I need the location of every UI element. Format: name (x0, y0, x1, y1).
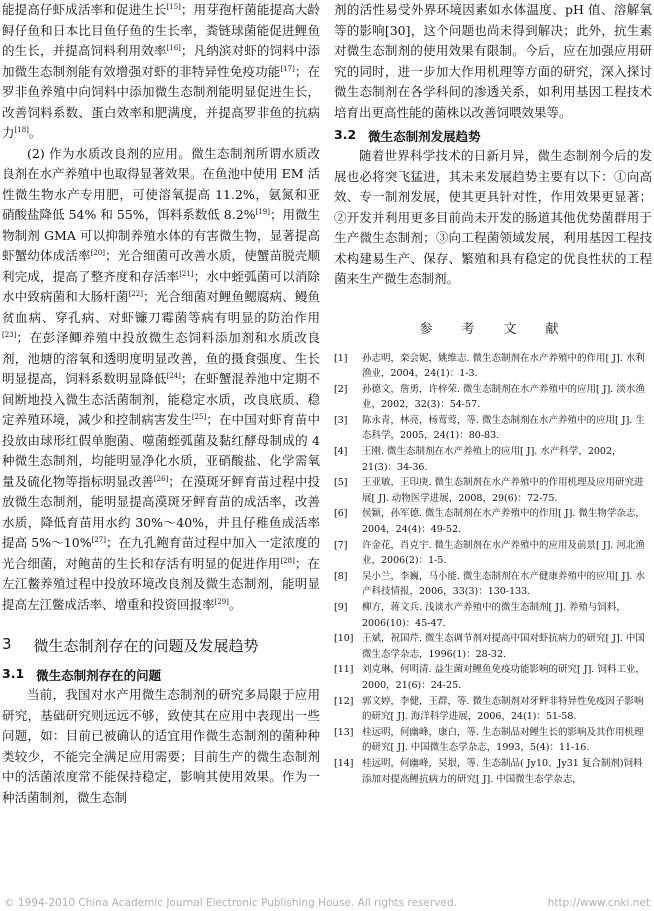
citation-marker: [18] (14, 125, 29, 134)
text-run: 。 (228, 596, 242, 612)
left-column (2, 0, 320, 808)
reference-number: [9] (334, 602, 348, 613)
text-run: 能提高仔虾成活率和促进生长 (2, 2, 167, 17)
body-paragraph (2, 144, 320, 616)
citation-marker: [16] (166, 43, 181, 52)
reference-number: [6] (334, 508, 348, 520)
reference-text: 刘克琳，何明清. 益生菌对鲤鱼免疫功能影响的研究[ J]. 饲料工业，2000，21(6)：24-25. (362, 664, 645, 691)
reference-text: 郭文婷，李健，王群，等. 微生态制剂对牙鲆非特异性免疫因子影响的研究[ J]. 海洋科学进展，2006，24(1)：51-58. (362, 695, 644, 723)
reference-item (334, 475, 652, 506)
citation-marker: [23] (2, 330, 17, 339)
reference-number: [14] (334, 757, 354, 769)
citation-marker: [22] (128, 289, 143, 298)
section-3-heading (2, 635, 320, 656)
citation-marker: [28] (280, 556, 295, 565)
text-run: ；在中国对虾育苗中投放由球形红假单胞菌、噬菌蛭弧菌及黏红酵母制成的 4 种微生态制剂，均能明显净化水质，亚硝酸盐、化学需氧量及硫化物等指标明显改善 (2, 412, 320, 489)
citation-marker: [20] (90, 248, 105, 257)
citation-marker: [24] (166, 371, 181, 380)
cnki-url: http://www.cnki.net (547, 897, 650, 909)
reference-text: 许金花，肖克宇. 微生态制剂在水产养殖中的应用及前景[ J]. 河北渔业，2006(2)：1-5. (362, 539, 645, 567)
reference-number: [4] (334, 446, 348, 458)
citation-marker: [27] (91, 535, 106, 544)
reference-number: [12] (334, 695, 354, 707)
section-3-1-number: 3.1 (2, 666, 25, 681)
citation-marker: [25] (191, 412, 207, 421)
section-3-1-paragraph: 当前，我国对水产用微生态制剂的研究多局限于应用研究，基础研究则远远不够，致使其在应用中表现出一些问题，如：目前已被确认的适宜用作微生态制剂的菌种种类较少，不能完全满足应用需要；目前生产的微生态制剂中的活菌浓度常不能保持稳定，影响其使用效果。作为一种活菌制剂，微生态制 (2, 687, 320, 805)
section-3-1-title: 微生态制剂存在的问题 (36, 668, 162, 683)
reference-number: [11] (334, 664, 354, 676)
reference-text: 陈永青，林亮，杨莺莺，等. 微生态制剂在水产养殖中的应用[ J]. 生态科学，2005，24(1)：80-83. (362, 414, 645, 442)
section-3-2-number: 3.2 (334, 127, 357, 142)
reference-item (334, 506, 652, 537)
reference-number: [10] (334, 633, 354, 645)
section-3-2-paragraph: 随着世界科学技术的日新月异，微生态制剂今后的发展也必将突飞猛进，其未来发展趋势主要有以下：①向高效、专一制剂发展，使其更具针对性，作用效果更显著；②开发并利用更多目前尚未开发的肠道其他优势菌群用于生产微生态制剂；③向工程菌领域发展，利用基因工程技术构建易生产、保存、繁殖和具有稳定的优良性状的工程菌来生产微生态制剂。 (334, 148, 652, 286)
reference-number: [8] (334, 570, 348, 582)
text-run: ；凡纳滨对虾的饲料中添加微生态制剂能有效增强对虾的非特异性免疫功能 (2, 43, 320, 79)
reference-item (334, 694, 652, 725)
text-run: ；在左江鳖养殖过程中投放环境改良剂及微生态制剂，能明显提高左江鳖成活率、增重和投资回报率 (2, 555, 320, 612)
reference-text: 孙德文，詹勇，许梓荣. 微生态制剂在水产养殖中的应用[ J]. 淡水渔业，2002，32(3)：54-57. (362, 383, 645, 411)
reference-number: [7] (334, 539, 348, 551)
section-3-title: 微生态制剂存在的问题及发展趋势 (33, 637, 259, 655)
reference-number: [5] (334, 477, 348, 489)
text-run: 。 (28, 125, 42, 140)
reference-item (334, 413, 652, 444)
text-run: ；在九孔鲍育苗过程中加入一定浓度的光合细菌，对鲍苗的生长和存活有明显的促进作用 (2, 535, 320, 571)
reference-item (334, 351, 652, 382)
reference-text: 桂远明，何幽峰，吴垠，等. 生态制品( Jy10、Jy31 复合制剂)饲料添加对提高鲤抗病力的研究[ J]. 中国微生态学杂志， (362, 757, 643, 785)
reference-text: 王亚敏，王印庚. 微生态制剂在水产养殖中的作用机理及应用研究进展[ J]. 动物医学进展，2008，29(6)：72-75. (362, 477, 644, 504)
reference-item (334, 631, 652, 662)
reference-item (334, 569, 652, 600)
section-3-number: 3 (2, 635, 12, 653)
right-column (334, 0, 652, 787)
text-run: (2) 作为水质改良剂的应用。微生态制剂所谓水质改良剂在水产养殖中也取得显著效果。在鱼池中使用 EM 活性微生物水产专用肥，可使溶氧提高 11.2%，氨氮和亚硝酸盐降低 54% 和 55%，饵料系数低 8.2% (2, 145, 320, 222)
text-run: ；在彭泽鲫养殖中投放微生态饲料添加剂和水质改良剂，池塘的溶氧和透明度明显改善，鱼的摄食强度、生长明显提高，饲料系数明显降低 (2, 330, 320, 386)
reference-text: 王刚. 微生态制剂在水产养殖上的应用[ J]. 水产科学，2002，21(3)：34-36. (362, 446, 622, 473)
reference-text: 孙志明，栾会妮，姚维志. 微生态制剂在水产养殖中的作用[ J]. 水利渔业，2004，24(1)：1-3. (362, 352, 645, 380)
reference-text: 侯颖，孙军德. 微生态制剂在水产养殖中的作用[ J]. 微生物学杂志，2004，24(4)：49-52. (362, 508, 645, 536)
reference-item (334, 662, 652, 693)
left-body (2, 0, 320, 615)
reference-item (334, 538, 652, 569)
citation-marker: [17] (280, 64, 295, 73)
reference-number: [1] (334, 352, 348, 364)
copyright-text: © 1994-2010 China Academic Journal Electronic Publishing House. All rights reserved. (4, 897, 457, 909)
reference-item (334, 382, 652, 413)
citation-marker: [21] (179, 269, 194, 278)
body-paragraph (2, 0, 320, 144)
right-intro-paragraph: 剂的活性易受外界环境因素如水体温度、pH 值、溶解氧等的影响[30]，这个问题也尚未得到解决；此外，抗生素对微生态制剂的使用效果有限制。今后，应在加强应用研究的同时，进一步加大作用机理等方面的研究，深入探讨微生态制剂在各学科间的渗透关系，如利用基因工程技术培育出更高性能的菌株以改善饲喂效果等。 (334, 2, 652, 120)
citation-marker: [29] (214, 597, 229, 606)
reference-item (334, 725, 652, 756)
citation-marker: [15] (166, 2, 181, 11)
text-run: ；水中蛭弧菌可以消除水中致病菌和大肠杆菌 (2, 268, 320, 304)
reference-item (334, 600, 652, 631)
reference-number: [13] (334, 726, 354, 738)
section-3-1-heading (2, 666, 320, 684)
text-run: ；用微生物制剂 GMA 可以抑制养殖水体的有害微生物，显著提高虾蟹幼体成活率 (2, 207, 320, 263)
references-title: 参 考 文 献 (419, 321, 567, 337)
text-run: ；光合细菌可改善水质，使蟹苗脱壳顺利完成，提高了整齐度和存活率 (2, 248, 320, 284)
text-run: ；在漠斑牙鲆育苗过程中投放微生态制剂，能明显提高漠斑牙鲆育苗的成活率，改善水质，降低育苗用水约 30%～40%，并且仔稚鱼成活率提高 5%～10% (2, 473, 320, 550)
text-run: ；在罗非鱼养殖中向饲料中添加微生态制剂能明显促进生长，改善饲料系数、蛋白效率和肥满度，并提高罗非鱼的抗病力 (2, 63, 320, 140)
section-3-2-title: 微生态制剂发展趋势 (368, 129, 481, 144)
reference-text: 吴小兰，李巍，马小能. 微生态制剂在水产健康养殖中的应用[ J]. 水产科技情报，2006，33(3)：130-133. (362, 570, 645, 598)
reference-number: [2] (334, 383, 348, 395)
reference-item (334, 756, 652, 787)
citation-marker: [19] (255, 207, 270, 216)
references-list (334, 351, 652, 788)
copyright-footer (4, 897, 650, 909)
section-3-2-heading (334, 127, 652, 145)
reference-text: 桂远明，何幽峰，康白，等. 生态制品对鲤生长的影响及其作用机理的研究[ J]. 中国微生态学杂志，1993，5(4)：11-16. (362, 726, 644, 754)
citation-marker: [26] (153, 474, 169, 483)
reference-item (334, 444, 652, 475)
text-run: ；用芽孢杆菌能提高大龄鲟仔鱼和日本比目鱼仔鱼的生长率，粪链球菌能促进鲤鱼的生长，并提高饲料利用效率 (2, 2, 320, 58)
text-run: ；光合细菌对鲤鱼鳃腐病、鳗鱼贫血病、穿孔病、对虾镰刀霉菌等病有明显的防治作用 (2, 289, 320, 325)
text-run: ；在虾蟹混养池中定期不间断地投入微生态活菌制剂，能稳定水质，改良底质、稳定养殖环境，减少和控制病害发生 (2, 371, 320, 427)
reference-number: [3] (334, 414, 348, 426)
reference-text: 柳方，蒋文兵. 浅谈水产养殖中的微生态制剂[ J]. 养殖与饲料，2006(10)：45-47. (362, 602, 626, 629)
reference-text: 王斌，祝国芹. 微生态调节剂对提高中国对虾抗病力的研究[ J]. 中国微生态学杂志，1996(1)：28-32. (362, 633, 645, 660)
